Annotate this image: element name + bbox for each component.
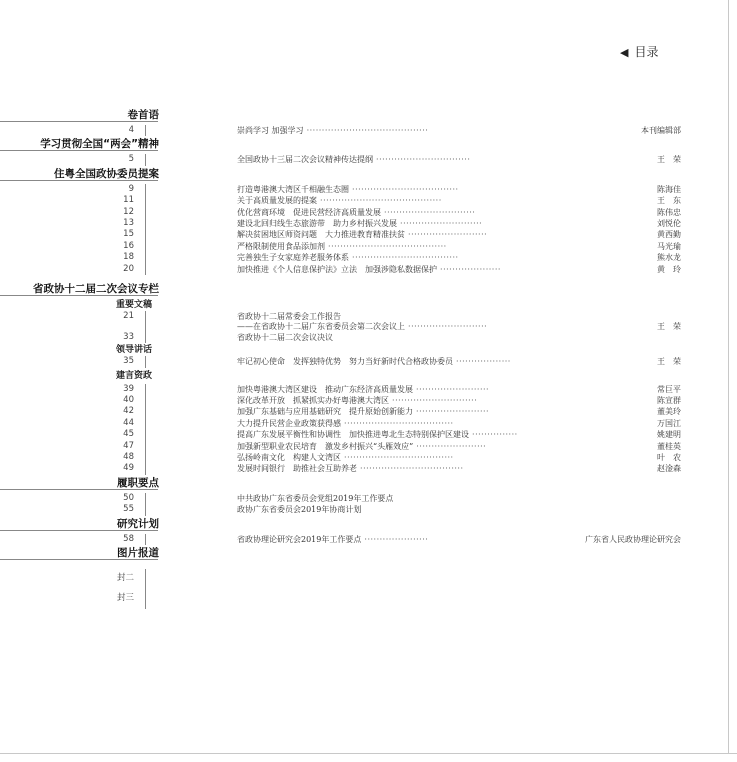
section-title: 省政协十二届二次会议专栏 — [33, 282, 159, 295]
toc-entry[interactable] — [0, 195, 737, 206]
page-number: 5 — [128, 154, 134, 165]
leader-dots: ··································· — [349, 253, 459, 263]
toc-entry[interactable] — [0, 418, 737, 429]
page-number: 13 — [123, 217, 134, 228]
section-header — [0, 476, 737, 491]
entry-author: 马光瑜 — [657, 241, 681, 251]
entry-author: 陈伟忠 — [657, 207, 681, 217]
section-header — [0, 282, 737, 297]
section-header — [0, 137, 737, 152]
toc-entry[interactable] — [0, 332, 737, 343]
toc-entry[interactable] — [0, 534, 737, 545]
page-number: 42 — [123, 406, 134, 417]
entry-line — [237, 207, 475, 218]
section-title: 学习贯彻全国“两会”精神 — [40, 138, 159, 151]
entry-rule — [145, 395, 146, 406]
toc-entry[interactable] — [0, 384, 737, 395]
entry-subtitle: ——在省政协十二届广东省委员会第二次会议上 — [237, 321, 405, 331]
subsection-header — [0, 370, 737, 382]
leader-dots: ·························· — [405, 321, 488, 331]
toc-entry[interactable] — [0, 125, 737, 136]
entry-line — [237, 125, 428, 136]
page-number: 55 — [123, 504, 134, 515]
entry-line — [237, 493, 393, 504]
entry-rule — [145, 229, 146, 240]
entry-title: 中共政协广东省委员会党组2019年工作要点 — [237, 493, 394, 503]
section-header — [0, 546, 737, 561]
page-number: 33 — [123, 331, 134, 342]
entry-title: 省政协理论研究会2019年工作要点 — [237, 534, 362, 544]
entry-author: 王 荣 — [657, 155, 681, 165]
toc-entry[interactable] — [0, 406, 737, 417]
entry-author: 本刊编辑部 — [641, 126, 681, 135]
leader-dots: ···································· — [341, 453, 454, 463]
entry-author: 熊水龙 — [657, 253, 681, 263]
entry-title: 打造粤港澳大湾区千相融生态圈 — [237, 184, 349, 194]
entry-title: 深化改革开放 抓紧抓实办好粤港澳大湾区 — [237, 396, 389, 406]
leader-dots: ··································· — [349, 184, 459, 194]
triangle-left-icon: ◀ — [620, 46, 629, 59]
entry-author: 刘悦伦 — [657, 218, 681, 228]
leader-dots: ······································· — [325, 241, 447, 251]
toc-entry[interactable] — [0, 229, 737, 240]
leader-dots: ········································ — [317, 196, 442, 206]
leader-dots: ·························· — [405, 230, 488, 240]
toc-entry[interactable] — [0, 241, 737, 252]
spacer — [0, 275, 737, 282]
toc-entry[interactable] — [0, 395, 737, 406]
toc-entry[interactable] — [0, 207, 737, 218]
entry-line — [237, 184, 459, 195]
page-number: 44 — [123, 417, 134, 428]
toc-entry[interactable] — [0, 589, 737, 609]
entry-rule — [145, 207, 146, 218]
entry-author: 陈海佳 — [657, 184, 681, 194]
entry-author: 董美玲 — [657, 407, 681, 417]
toc-entry[interactable] — [0, 184, 737, 195]
entry-rule — [145, 332, 146, 343]
entry-rule — [145, 534, 146, 545]
leader-dots: ························ — [413, 407, 490, 417]
toc-entry[interactable] — [0, 493, 737, 504]
entry-title: 大力提升民营企业政策获得感 — [237, 418, 341, 428]
section-title: 履职要点 — [117, 476, 159, 489]
section-header — [0, 167, 737, 182]
page-number: 21 — [123, 310, 134, 321]
page-number: 47 — [123, 440, 134, 451]
entry-author: 黄西勤 — [657, 230, 681, 240]
entry-line — [237, 406, 489, 417]
toc-entry[interactable] — [0, 264, 737, 275]
page-number: 11 — [123, 195, 134, 206]
subsection-title: 建言资政 — [116, 370, 153, 381]
leader-dots: ·································· — [357, 464, 464, 474]
entry-author: 王 荣 — [657, 321, 681, 331]
entry-title: 建设北回归线生态旅游带 助力乡村振兴发展 — [237, 218, 397, 228]
entry-rule — [145, 184, 146, 195]
toc-entry[interactable] — [0, 569, 737, 589]
entry-rule — [145, 418, 146, 429]
entry-title: 完善独生子女家庭养老服务体系 — [237, 253, 349, 263]
entry-rule — [145, 195, 146, 206]
section-title: 住粤全国政协委员提案 — [54, 167, 159, 180]
entry-title: 加强广东基础与应用基础研究 提升原始创新能力 — [237, 407, 413, 417]
entry-line — [237, 332, 333, 343]
entry-line — [237, 252, 459, 263]
entry-title: 解决贫困地区师资问题 大力推进教育精准扶贫 — [237, 230, 405, 240]
page-number: 35 — [123, 356, 134, 367]
entry-author: 王 东 — [657, 196, 681, 206]
table-of-contents — [0, 108, 737, 609]
page-number: 封二 — [116, 572, 134, 583]
entry-rule — [145, 452, 146, 463]
page-number: 49 — [123, 463, 134, 474]
page-frame-bottom — [0, 753, 737, 754]
entry-line — [237, 452, 454, 463]
entry-line — [237, 441, 486, 452]
back-to-contents-link[interactable] — [620, 43, 658, 60]
entry-subtitle-line — [237, 321, 487, 332]
entry-line — [237, 534, 428, 545]
entry-title: 严格限制使用食品添加剂 — [237, 241, 325, 251]
section-title: 图片报道 — [117, 546, 159, 559]
page-number: 39 — [123, 383, 134, 394]
toc-entry[interactable] — [0, 154, 737, 165]
entry-rule — [145, 569, 146, 589]
toc-entry[interactable] — [0, 429, 737, 440]
entry-rule — [145, 356, 146, 367]
leader-dots: ······························ — [381, 207, 476, 217]
page-number: 40 — [123, 395, 134, 406]
entry-author: 常巨平 — [657, 384, 681, 394]
leader-dots: ········································ — [303, 126, 429, 135]
toc-entry[interactable] — [0, 356, 737, 367]
entry-author: 陈宣群 — [657, 396, 681, 406]
entry-author: 黄 玲 — [657, 264, 681, 274]
entry-title: 加快粤港澳大湾区建设 推动广东经济高质量发展 — [237, 384, 413, 394]
entry-rule — [145, 406, 146, 417]
entry-rule — [145, 589, 146, 609]
section-header — [0, 517, 737, 532]
page-number: 4 — [128, 125, 134, 135]
entry-rule — [145, 125, 146, 136]
entry-rule — [145, 504, 146, 515]
page-number: 16 — [123, 240, 134, 251]
entry-author: 姚建明 — [657, 430, 681, 440]
subsection-title: 领导讲话 — [116, 345, 153, 356]
entry-line — [237, 356, 511, 367]
entry-rule — [145, 441, 146, 452]
page-number: 封三 — [116, 592, 134, 603]
leader-dots: ··············· — [469, 430, 518, 440]
subsection-header — [0, 299, 737, 311]
page-number: 20 — [123, 263, 134, 274]
back-label: 目录 — [634, 45, 659, 59]
entry-line — [237, 418, 454, 429]
entry-line — [237, 429, 518, 440]
leader-dots: ························ — [413, 384, 490, 394]
entry-rule — [145, 154, 146, 165]
subsection-title: 重要文稿 — [116, 299, 153, 310]
entry-author: 董桂英 — [657, 441, 681, 451]
entry-rule — [145, 311, 146, 332]
entry-author: 万国江 — [657, 418, 681, 428]
entry-title: 发展时间银行 助推社会互助养老 — [237, 464, 357, 474]
toc-entry[interactable] — [0, 218, 737, 229]
toc-entry[interactable] — [0, 504, 737, 515]
entry-line — [237, 384, 489, 395]
entry-line — [237, 218, 482, 229]
entry-title: 加强新型职业农民培育 激发乡村振兴“头雁效应” — [237, 441, 414, 451]
entry-rule — [145, 384, 146, 395]
entry-line — [237, 195, 442, 206]
leader-dots: ·················· — [453, 357, 511, 367]
entry-title: 牢记初心使命 发挥独特优势 努力当好新时代合格政协委员 — [237, 357, 453, 367]
toc-entry[interactable] — [0, 252, 737, 263]
page-number: 9 — [128, 183, 134, 194]
toc-entry[interactable] — [0, 463, 737, 474]
entry-rule — [145, 218, 146, 229]
page-number: 12 — [123, 206, 134, 217]
toc-entry[interactable] — [0, 452, 737, 463]
entry-author: 广东省人民政协理论研究会 — [585, 534, 681, 544]
entry-author: 叶 农 — [657, 453, 681, 463]
leader-dots: ···················· — [437, 264, 501, 274]
entry-line — [237, 504, 361, 515]
entry-rule — [145, 493, 146, 504]
leader-dots: ····················· — [361, 534, 429, 544]
section-title: 研究计划 — [117, 517, 159, 530]
entry-line — [237, 241, 447, 252]
entry-author: 王 荣 — [657, 357, 681, 367]
entry-title: 优化营商环境 促进民营经济高质量发展 — [237, 207, 381, 217]
leader-dots: ···································· — [341, 418, 454, 428]
page-number: 18 — [123, 252, 134, 263]
entry-rule — [145, 252, 146, 263]
page-number: 50 — [123, 492, 134, 503]
entry-title: 省政协十二届常委会工作报告 — [237, 311, 341, 321]
entry-title: 省政协十二届二次会议决议 — [237, 332, 333, 342]
entry-line — [237, 463, 464, 474]
entry-title: 政协广东省委员会2019年协商计划 — [237, 505, 362, 515]
toc-entry[interactable] — [0, 311, 737, 332]
entry-rule — [145, 241, 146, 252]
entry-title: 关于高质量发展的提案 — [237, 196, 317, 206]
entry-title: 提高广东发展平衡性和协调性 加快推进粤北生态特别保护区建设 — [237, 430, 469, 440]
entry-line — [237, 229, 487, 240]
toc-entry[interactable] — [0, 441, 737, 452]
entry-rule — [145, 429, 146, 440]
entry-line — [237, 264, 501, 275]
entry-title: 加快推进《个人信息保护法》立法 加强涉隐私数据保护 — [237, 264, 437, 274]
leader-dots: ······················· — [413, 441, 487, 451]
page-number: 58 — [123, 533, 134, 544]
entry-line — [237, 395, 477, 406]
entry-rule — [145, 264, 146, 275]
entry-title: 崇尚学习 加强学习 — [237, 126, 304, 135]
section-header — [0, 108, 737, 123]
leader-dots: ··························· — [397, 218, 483, 228]
subsection-header — [0, 344, 737, 356]
entry-rule — [145, 463, 146, 474]
page-number: 48 — [123, 452, 134, 463]
entry-line — [237, 154, 470, 165]
entry-title: 全国政协十三届二次会议精神传达提纲 — [237, 155, 373, 165]
entry-author: 赵淦森 — [657, 464, 681, 474]
leader-dots: ···························· — [389, 396, 478, 406]
spacer — [0, 561, 737, 569]
leader-dots: ······························· — [373, 155, 471, 165]
entry-title: 弘扬岭南文化 构建人文湾区 — [237, 453, 341, 463]
page-number: 45 — [123, 429, 134, 440]
section-title: 卷首语 — [127, 109, 159, 121]
page-number: 15 — [123, 229, 134, 240]
